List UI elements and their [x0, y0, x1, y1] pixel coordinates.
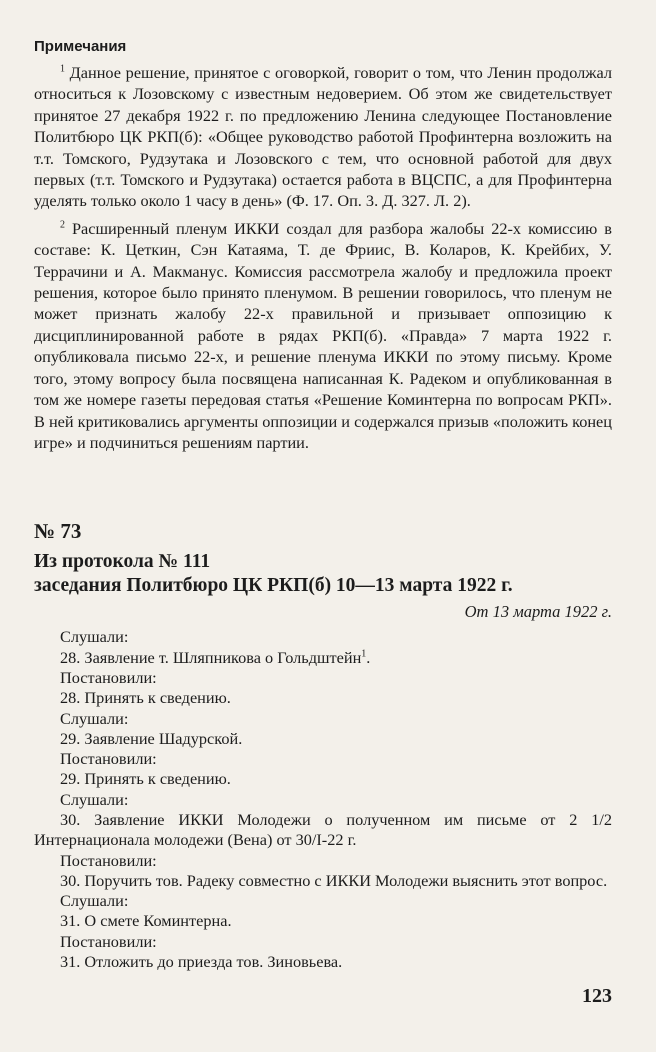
protocol-item: Слушали:	[60, 627, 129, 647]
footnote-1	[34, 62, 612, 212]
protocol-item: Постановили:	[60, 931, 157, 951]
protocol-item	[34, 648, 612, 668]
footnote-reference: 1	[361, 648, 367, 660]
protocol-item: Постановили:	[60, 667, 157, 687]
document-number: № 73	[34, 519, 82, 544]
protocol-item-text: 28. Заявление т. Шляпникова о Гольдштейн	[60, 647, 362, 667]
footnote-text: Данное решение, принятое с оговоркой, говорит о том, что Ленин продолжал относиться к Лозовскому с известным недоверием. Об этом же свидетельствует принятое 27 декабря 1922 г. по предложению Ленина следующее Постановление Политбюро ЦК РКП(б): «Общее руководство работой Профинтерна возложить на т.т. Томского, Рудзутака и Лозовского с тем, что основной работой для двух первых (т.т. Томского и Рудзутака) остается работа в ВЦСПС, а для Профинтерна уделять только около 1 часу в день» (Ф. 17. Оп. 3. Д. 327. Л. 2).	[34, 63, 612, 211]
protocol-item: 30. Поручить тов. Радеку совместно с ИККИ Молодежи выяснить этот вопрос.	[60, 870, 608, 890]
protocol-item-punct: .	[366, 647, 371, 667]
protocol-item: 29. Принять к сведению.	[60, 769, 231, 789]
footnote-marker: 1	[60, 63, 65, 75]
protocol-item: Постановили:	[60, 850, 157, 870]
footnote-2	[34, 218, 612, 453]
document-title-line-2: заседания Политбюро ЦК РКП(б) 10—13 марта 1922 г.	[34, 575, 513, 597]
page-content	[34, 38, 612, 972]
page-number: 123	[582, 985, 612, 1007]
protocol-item: 31. Отложить до приезда тов. Зиновьева.	[60, 952, 343, 972]
footnote-marker: 2	[60, 219, 65, 231]
protocol-item: 31. О смете Коминтерна.	[60, 911, 232, 931]
document-date: От 13 марта 1922 г.	[464, 602, 612, 622]
footnote-text: Расширенный пленум ИККИ создал для разбора жалобы 22-х комиссию в составе: К. Цеткин, Сэн Катаяма, Т. де Фриис, В. Коларов, К. Крейбих, У. Террачини и А. Макманус. Комиссия рассмотрела жалобу и предложила проект решения, которое было принято пленумом. В решении говорилось, что пленум не может признать жалобу 22-х правильной и призывает оппозицию к дисциплинированной работе в рядах РКП(б). «Правда» 7 марта 1922 г. опубликовала письмо 22-х, и решение пленума ИККИ по этому письму. Кроме того, этому вопросу была посвящена написанная К. Радеком и опубликованная в том же номере газеты передовая статья «Решение Коминтерна по вопросам РКП». В ней критиковались аргументы оппозиции и содержался призыв «положить конец игре» и подчиниться решениям партии.	[34, 218, 612, 452]
protocol-item: 30. Заявление ИККИ Молодежи о полученном им письме от 2 1/2 Интернационала молодежи (Вена) от 30/I-22 г.	[34, 809, 612, 850]
protocol-item: Постановили:	[60, 749, 157, 769]
protocol-item: 28. Принять к сведению.	[60, 688, 231, 708]
protocol-item: Слушали:	[60, 789, 129, 809]
protocol-item: Слушали:	[60, 891, 129, 911]
notes-heading: Примечания	[34, 38, 127, 55]
document-title-line-1: Из протокола № 111	[34, 551, 211, 573]
protocol-item: Слушали:	[60, 708, 129, 728]
protocol-item: 29. Заявление Шадурской.	[60, 728, 243, 748]
